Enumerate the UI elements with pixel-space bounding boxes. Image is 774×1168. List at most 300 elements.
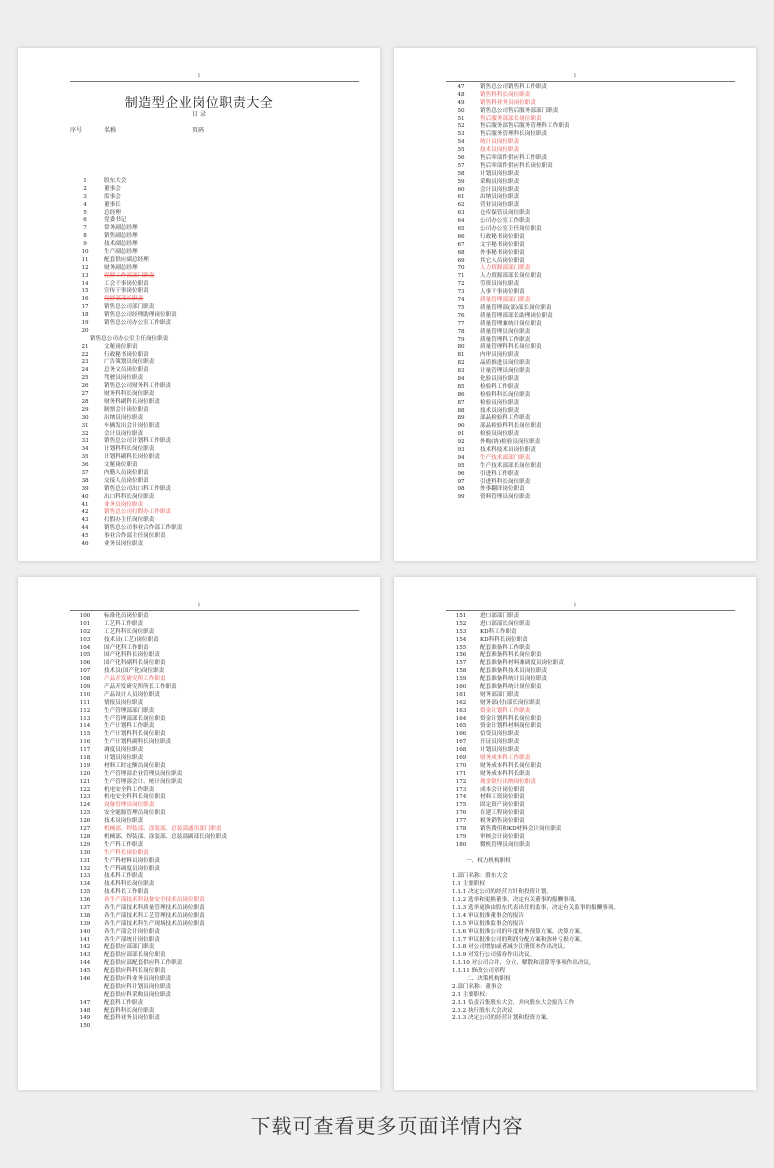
toc-row-number: 136 — [79, 897, 91, 904]
toc-row-number: 45 — [81, 533, 89, 540]
toc-row-title: 在建工程岗位职责 — [480, 810, 525, 817]
toc-row-title: 成本会计岗位职责 — [480, 786, 525, 793]
toc-row-title: 产品设计人员岗位职责 — [104, 691, 160, 698]
toc-row-title: 宣传干事岗位职责 — [104, 288, 149, 295]
toc-row-title: 制票会计岗位职责 — [104, 406, 149, 413]
toc-row-title: 生产科调度员岗位职责 — [104, 865, 160, 872]
toc-row-number: 73 — [457, 289, 465, 296]
toc-row-number: 70 — [457, 265, 465, 272]
toc-row-number: 147 — [79, 999, 91, 1006]
toc-row-title: 销售总公司办公室主任岗位职责 — [90, 335, 169, 342]
toc-row-title: 机电安全科科长岗位职责 — [104, 794, 166, 801]
toc-row-number: 82 — [457, 360, 465, 367]
toc-row-title: 技术员岗位职责 — [480, 407, 520, 414]
toc-row-title: 生产技术部部长岗位职责 — [480, 462, 542, 469]
toc-row-number: 85 — [457, 383, 465, 390]
toc-row-number: 80 — [457, 344, 465, 351]
toc-row-number: 118 — [79, 755, 91, 762]
toc-row-title: 广告策划员岗位职责 — [104, 359, 155, 366]
toc-row — [72, 976, 368, 984]
toc-row-title: 配套准备科技术员岗位职责 — [480, 668, 548, 675]
toc-row-number: 135 — [79, 889, 91, 896]
toc-row — [72, 320, 368, 328]
toc-row-title: 配套准备科材料兼调度员岗位职责 — [480, 660, 564, 667]
toc-row — [72, 676, 368, 684]
toc-row — [72, 629, 368, 637]
toc-row-title: 销售总公司经理助理岗位职责 — [104, 312, 177, 319]
toc-row-title: 车辆发出会计岗位职责 — [104, 422, 160, 429]
toc-row-title: 各生产部技术科生产现场技术员岗位职责 — [104, 920, 205, 927]
body-text-line: 1.1.5 审议批准监事会的报告 — [452, 920, 524, 927]
toc-row-title: 审核会计岗位职责 — [480, 833, 525, 840]
toc-row — [72, 621, 368, 629]
toc-row-title: 配套准备科统计岗位职责 — [480, 684, 542, 691]
body-text-line: 1.1.10 对公司合并、分立、解散和清算等事项作出决议。 — [452, 960, 595, 967]
toc-row — [448, 771, 744, 779]
toc-row-number: 123 — [79, 794, 91, 801]
toc-row-title: 销售总公司计划科工作职责 — [104, 438, 172, 445]
toc-row-title: 情报员岗位职责 — [104, 699, 144, 706]
toc-row-title: 外购(协)检验员岗位职责 — [480, 439, 541, 446]
toc-row-number: 97 — [457, 478, 465, 485]
toc-row-title: 党群部部长职责 — [104, 296, 144, 303]
toc-row — [448, 281, 744, 289]
toc-row — [72, 454, 368, 462]
toc-row-title: 质量管理兼统计岗位职责 — [480, 320, 542, 327]
toc-row-number: 11 — [81, 256, 89, 263]
toc-row-number: 55 — [457, 147, 465, 154]
toc-row-number: 49 — [457, 99, 465, 106]
toc-row-title: 材料工时定额员岗位职责 — [104, 762, 166, 769]
toc-row-number: 47 — [457, 84, 465, 90]
toc-row-title: 公司办公室工作职责 — [480, 218, 531, 225]
toc-row-title: 配套供应副总经理 — [104, 256, 149, 263]
toc-row — [72, 273, 368, 281]
toc-row-number: 177 — [455, 818, 467, 825]
toc-row — [448, 431, 744, 439]
toc-row-title: 人力资源部部长岗位职责 — [480, 273, 542, 280]
toc-row-number: 4 — [83, 201, 87, 208]
toc-row-title: 常务副总经理 — [104, 225, 138, 232]
toc-row — [448, 329, 744, 337]
toc-row — [72, 818, 368, 826]
toc-row — [72, 257, 368, 265]
toc-row-title: 配套供应部部门职责 — [104, 944, 155, 951]
toc-row-number: 104 — [79, 644, 91, 651]
toc-row-number: 40 — [81, 493, 89, 500]
toc-row-title: 设备管理员岗位职责 — [104, 802, 155, 809]
toc-row-title: 配套科科长岗位职责 — [104, 1007, 155, 1014]
toc-row-title: 标准化员岗位职责 — [104, 613, 149, 619]
toc-row-title: 各生产部技术科工艺管理技术员岗位职责 — [104, 912, 205, 919]
toc-row-number: 43 — [81, 517, 89, 524]
toc-row-number: 176 — [455, 810, 467, 817]
toc-row-number: 115 — [79, 731, 91, 738]
body-text-line: 1.1.6 审议批准公司的年度财务预算方案、决算方案。 — [452, 928, 586, 935]
toc-row-title: 销售总公司售后服务部部门职责 — [480, 107, 559, 114]
toc-row — [72, 858, 368, 866]
toc-row-number: 74 — [457, 297, 465, 304]
toc-row-number: 14 — [81, 280, 89, 287]
toc-row-title: 行政秘书岗位职责 — [480, 233, 525, 240]
toc-row-number: 154 — [455, 636, 467, 643]
toc-row-title: 技术员岗位职责 — [480, 147, 520, 154]
toc-row — [448, 210, 744, 218]
toc-row-number: 160 — [455, 684, 467, 691]
toc-row-number: 131 — [79, 857, 91, 864]
toc-row — [72, 905, 368, 913]
toc-row-number: 9 — [83, 241, 87, 248]
toc-row-number: 124 — [79, 802, 91, 809]
body-text-line: 1.1.11 修改公司章程 — [452, 968, 506, 975]
toc-row-title: 技术员岗位职责 — [104, 818, 144, 825]
toc-row-number: 12 — [81, 264, 89, 271]
toc-row-number: 151 — [455, 613, 467, 619]
toc-row-title: 党委书记 — [104, 217, 127, 224]
toc-row-title: 售后服务部售后服务管理科工作职责 — [480, 123, 570, 130]
toc-row — [72, 692, 368, 700]
toc-row — [72, 415, 368, 423]
toc-row-number: 153 — [455, 628, 467, 635]
body-text-line — [448, 850, 744, 858]
toc-row — [72, 391, 368, 399]
toc-row-title: 调度员岗位职责 — [104, 747, 144, 754]
toc-row — [72, 771, 368, 779]
toc-row-title: 人事干事岗位职责 — [480, 289, 525, 296]
toc-row-number: 120 — [79, 770, 91, 777]
document-page-1 — [18, 48, 380, 561]
page-marker: 1 — [197, 602, 201, 608]
toc-row-title: KD科科长岗位职责 — [480, 636, 528, 643]
toc-row-title: 出纳员岗位职责 — [480, 194, 520, 201]
toc-row-title: 资金计划科材料岗位职责 — [480, 723, 542, 730]
toc-row-title: 会计员岗位职责 — [480, 186, 520, 193]
toc-row-number: 111 — [79, 699, 91, 706]
toc-row-number: 95 — [457, 462, 465, 469]
toc-row-title: 事业合作部主任岗位职责 — [104, 533, 166, 540]
toc-row-number: 48 — [457, 91, 465, 98]
toc-row — [72, 968, 368, 976]
toc-row-title: 公司办公室主任岗位职责 — [480, 226, 542, 233]
toc-row-title: 生产科长岗位职责 — [104, 849, 149, 856]
toc-row-number: 83 — [457, 368, 465, 375]
toc-row — [72, 700, 368, 708]
column-headers — [70, 125, 330, 134]
body-text-line: 一、权力机构职权 — [466, 857, 511, 864]
toc-row — [448, 463, 744, 471]
toc-row-number: 6 — [83, 217, 87, 224]
toc-row-number: 155 — [455, 644, 467, 651]
toc-row-title: 技术科工作职责 — [104, 873, 144, 880]
toc-row — [72, 747, 368, 755]
toc-row-title: 资金计划科工作职责 — [480, 707, 531, 714]
toc-row-number: 143 — [79, 952, 91, 959]
toc-row-number: 29 — [81, 406, 89, 413]
toc-row-title: 部品检验科工作职责 — [480, 415, 531, 422]
document-page-4 — [394, 577, 756, 1090]
toc-row-number: 57 — [457, 162, 465, 169]
toc-row — [72, 186, 368, 194]
toc-row-number: 22 — [81, 351, 89, 358]
toc-row-title: 配套准备科统计员岗位职责 — [480, 676, 548, 683]
toc-row-title: 文秘岗位职责 — [104, 343, 138, 350]
toc-row — [72, 850, 368, 858]
toc-row-number: 25 — [81, 375, 89, 382]
toc-row-number: 96 — [457, 470, 465, 477]
toc-row-title: 各生产部统计岗位职责 — [104, 936, 160, 943]
toc-row — [72, 952, 368, 960]
toc-row-number: 117 — [79, 747, 91, 754]
toc-row-title: 质量管理员岗位职责 — [480, 328, 531, 335]
toc-row-number: 75 — [457, 304, 465, 311]
col-seq-header: 序号 — [70, 127, 83, 134]
toc-row-title: 机械部、焊装部、涂装部、总装部通用部门职责 — [104, 826, 222, 833]
col-name-header: 名称 — [104, 127, 117, 134]
toc-row — [72, 897, 368, 905]
toc-row-number: 56 — [457, 155, 465, 162]
toc-row-title: 税务销售岗位职责 — [480, 818, 525, 825]
toc-row — [448, 763, 744, 771]
body-text-line: 1.1 主要职权 — [452, 881, 486, 888]
toc-row-title: 生产计划科科长岗位职责 — [104, 731, 166, 738]
toc-row — [448, 447, 744, 455]
toc-row-title: 检验科工作职责 — [480, 383, 520, 390]
toc-row-title: 配套供应部部长岗位职责 — [104, 952, 166, 959]
toc-row-number: 108 — [79, 676, 91, 683]
toc-row-number: 23 — [81, 359, 89, 366]
toc-row — [448, 392, 744, 400]
toc-row-number: 180 — [455, 841, 467, 848]
toc-row-title: 质量管理部部长助理岗位职责 — [480, 312, 553, 319]
toc-row-title: 销售科业务员岗位职责 — [480, 99, 536, 106]
toc-row — [448, 250, 744, 258]
toc-row-title: 固定资产岗位职责 — [480, 802, 525, 809]
toc-row-number: 81 — [457, 352, 465, 359]
toc-row-title: 销售副总经理 — [104, 233, 138, 240]
toc-row — [448, 423, 744, 431]
header-rule — [70, 610, 359, 611]
toc-row-number: 26 — [81, 383, 89, 390]
toc-row-number: 32 — [81, 430, 89, 437]
toc-row-title: 微机管理员岗位职责 — [480, 841, 531, 848]
toc-row — [72, 344, 368, 352]
toc-row — [448, 668, 744, 676]
toc-row-number: 101 — [79, 620, 91, 627]
toc-row — [72, 533, 368, 541]
toc-row-title: 配套科工作职责 — [104, 999, 144, 1006]
toc-row — [72, 312, 368, 320]
toc-row-number: 145 — [79, 968, 91, 975]
toc-row-title: 国产化科工作职责 — [104, 644, 149, 651]
body-text-line: 2.1.3 决定公司的经营计划和投资方案。 — [452, 1015, 552, 1022]
toc-row — [448, 360, 744, 368]
toc-row-number: 167 — [455, 739, 467, 746]
toc-row-number: 84 — [457, 375, 465, 382]
toc-row — [72, 755, 368, 763]
toc-row-number: 172 — [455, 778, 467, 785]
toc-row — [448, 234, 744, 242]
toc-row-title: 售后零部件供应科工作职责 — [480, 155, 548, 162]
toc-row — [72, 304, 368, 312]
toc-row-number: 105 — [79, 652, 91, 659]
toc-row-number: 137 — [79, 904, 91, 911]
toc-row-number: 92 — [457, 439, 465, 446]
toc-row-title: 党群工作部部门职责 — [104, 272, 155, 279]
toc-row-title: 监事会 — [104, 193, 121, 200]
toc-row-number: 140 — [79, 928, 91, 935]
toc-row — [72, 739, 368, 747]
toc-row — [448, 739, 744, 747]
toc-row-number: 38 — [81, 477, 89, 484]
toc-row — [448, 376, 744, 384]
toc-row-title: 工会干事岗位职责 — [104, 280, 149, 287]
toc-row-number: 138 — [79, 912, 91, 919]
toc-row — [448, 700, 744, 708]
toc-row — [448, 384, 744, 392]
body-text-line: 1.1.3 选举更换由股东代表出任的监事，决定有关监事的报酬事项。 — [452, 904, 620, 911]
toc-row-title: 生产计划科副科长岗位职责 — [104, 739, 172, 746]
toc-row — [448, 147, 744, 155]
toc-row — [448, 637, 744, 645]
toc-row-number: 10 — [81, 249, 89, 256]
toc-row-title: 总务文员岗位职责 — [104, 367, 149, 374]
document-page-3 — [18, 577, 380, 1090]
toc-row-number: 174 — [455, 794, 467, 801]
toc-row-title: 配套准备科科长岗位职责 — [480, 652, 542, 659]
toc-row-title: 各生产部会计岗位职责 — [104, 928, 160, 935]
toc-row-title: 进口部部门职责 — [480, 613, 520, 619]
toc-row-title: 销售费用和KD材料会计岗位职责 — [480, 826, 562, 833]
toc-row-title: 技术科技术员岗位职责 — [480, 446, 536, 453]
toc-row-number: 7 — [83, 225, 87, 232]
toc-row — [448, 92, 744, 100]
toc-row — [72, 525, 368, 533]
toc-row-title: 配套供应科业务员岗位职责 — [104, 975, 172, 982]
toc-row-title: 工艺科科长岗位职责 — [104, 628, 155, 635]
toc-row-number: 165 — [455, 723, 467, 730]
toc-row-number: 106 — [79, 660, 91, 667]
toc-row-number: 59 — [457, 178, 465, 185]
toc-row-title: 计划员岗位职责 — [480, 170, 520, 177]
toc-row-title: 信贷员岗位职责 — [480, 731, 520, 738]
toc-row-title: 售后服务部部长岗位职责 — [480, 115, 542, 122]
toc-row-title: 配套准备科工作职责 — [480, 644, 531, 651]
toc-row — [448, 692, 744, 700]
toc-row-title: 销售总公司出口科工作职责 — [104, 485, 172, 492]
toc-row-number: 39 — [81, 485, 89, 492]
toc-row-number: 30 — [81, 414, 89, 421]
body-text-line: 1.1.7 审议批准公司的利润分配方案和弥补亏损方案。 — [452, 936, 586, 943]
toc-row-number: 141 — [79, 936, 91, 943]
toc-row-title: 财务科副科长岗位职责 — [104, 398, 160, 405]
toc-row-title: 财务部(付)部长岗位职责 — [480, 699, 541, 706]
toc-row — [72, 921, 368, 929]
toc-row — [72, 637, 368, 645]
toc-row-number: 98 — [457, 486, 465, 493]
toc-row — [448, 621, 744, 629]
toc-row — [72, 779, 368, 787]
toc-row-title: 计划科副科长岗位职责 — [104, 454, 160, 461]
toc-row-title: 外事秘书岗位职责 — [480, 249, 525, 256]
page-marker: 1 — [573, 602, 577, 608]
toc-row-title: 配套供应科科长岗位职责 — [104, 968, 166, 975]
toc-row — [72, 541, 368, 549]
toc-row-title: 销售总公司办公室工作职责 — [104, 320, 172, 327]
toc-row-title: 统计员岗位职责 — [480, 139, 520, 146]
toc-row-number: 86 — [457, 391, 465, 398]
toc-row — [448, 676, 744, 684]
toc-row — [72, 708, 368, 716]
toc-row-number: 168 — [455, 747, 467, 754]
toc-row-number: 16 — [81, 296, 89, 303]
download-caption: 下载可查看更多页面详情内容 — [250, 1114, 524, 1138]
toc-row-number: 90 — [457, 423, 465, 430]
toc-row-number: 15 — [81, 288, 89, 295]
toc-row-number: 149 — [79, 1015, 91, 1022]
toc-row — [448, 826, 744, 834]
body-text-line: 1.1.1 决定公司的经营方针和投资计划。 — [452, 889, 552, 896]
toc-row-title: 配套供应科计划员岗位职责 — [104, 983, 172, 990]
toc-row-number: 169 — [455, 755, 467, 762]
toc-row — [72, 913, 368, 921]
toc-row-title: 劳资员岗位职责 — [480, 281, 520, 288]
toc-row-title: 配套科业务员岗位职责 — [104, 1015, 160, 1022]
toc-row — [448, 139, 744, 147]
toc-row-number: 78 — [457, 328, 465, 335]
toc-row-title: 国产化科科长岗位职责 — [104, 652, 160, 659]
toc-row-number: 170 — [455, 762, 467, 769]
toc-row-number: 148 — [79, 1007, 91, 1014]
toc-row-number: 31 — [81, 422, 89, 429]
toc-row-title: 销售总公司部门职责 — [104, 304, 155, 311]
toc-row-number: 116 — [79, 739, 91, 746]
body-text-line: 1.1.8 对公司增加或者减少注册资本作出决议。 — [452, 944, 569, 951]
toc-row — [72, 328, 368, 336]
toc-row-title: 仓库保管员岗位职责 — [480, 210, 531, 217]
toc-row-title: 外事翻译岗位职责 — [480, 486, 525, 493]
toc-row — [448, 242, 744, 250]
toc-row-title: 打假办主任岗位职责 — [104, 517, 155, 524]
toc-row — [72, 889, 368, 897]
toc-row-title: 工艺科工作职责 — [104, 620, 144, 627]
toc-rows — [72, 178, 368, 549]
toc-row — [448, 305, 744, 313]
toc-row — [72, 423, 368, 431]
toc-row-title: 技术副总经理 — [104, 241, 138, 248]
toc-row-number: 52 — [457, 123, 465, 130]
body-text-line: 1.1.2 选举和更换董事，决定有关董事的报酬事项。 — [452, 897, 580, 904]
toc-row-number: 61 — [457, 194, 465, 201]
toc-row — [448, 84, 744, 92]
toc-row-number: 127 — [79, 826, 91, 833]
toc-row-title: 业务员岗位职责 — [104, 501, 144, 508]
toc-row — [448, 368, 744, 376]
toc-row-number: 36 — [81, 462, 89, 469]
toc-row-number: 142 — [79, 944, 91, 951]
toc-row-title: 财务成本科科长职责 — [480, 770, 531, 777]
toc-row-title: 各生产部技术科质量管理技术员岗位职责 — [104, 904, 205, 911]
toc-row-title: 销售总公司财务科工作职责 — [104, 383, 172, 390]
toc-row — [72, 233, 368, 241]
toc-row — [448, 818, 744, 826]
toc-row-number: 130 — [79, 849, 91, 856]
toc-row-title: 业务员岗位职责 — [104, 540, 144, 547]
toc-row-number: 152 — [455, 620, 467, 627]
toc-row — [448, 163, 744, 171]
toc-row-title: 生产管理部会计、统计岗位职责 — [104, 778, 183, 785]
toc-row-title: 质量管理部(部)部长岗位职责 — [480, 304, 552, 311]
toc-row — [448, 810, 744, 818]
